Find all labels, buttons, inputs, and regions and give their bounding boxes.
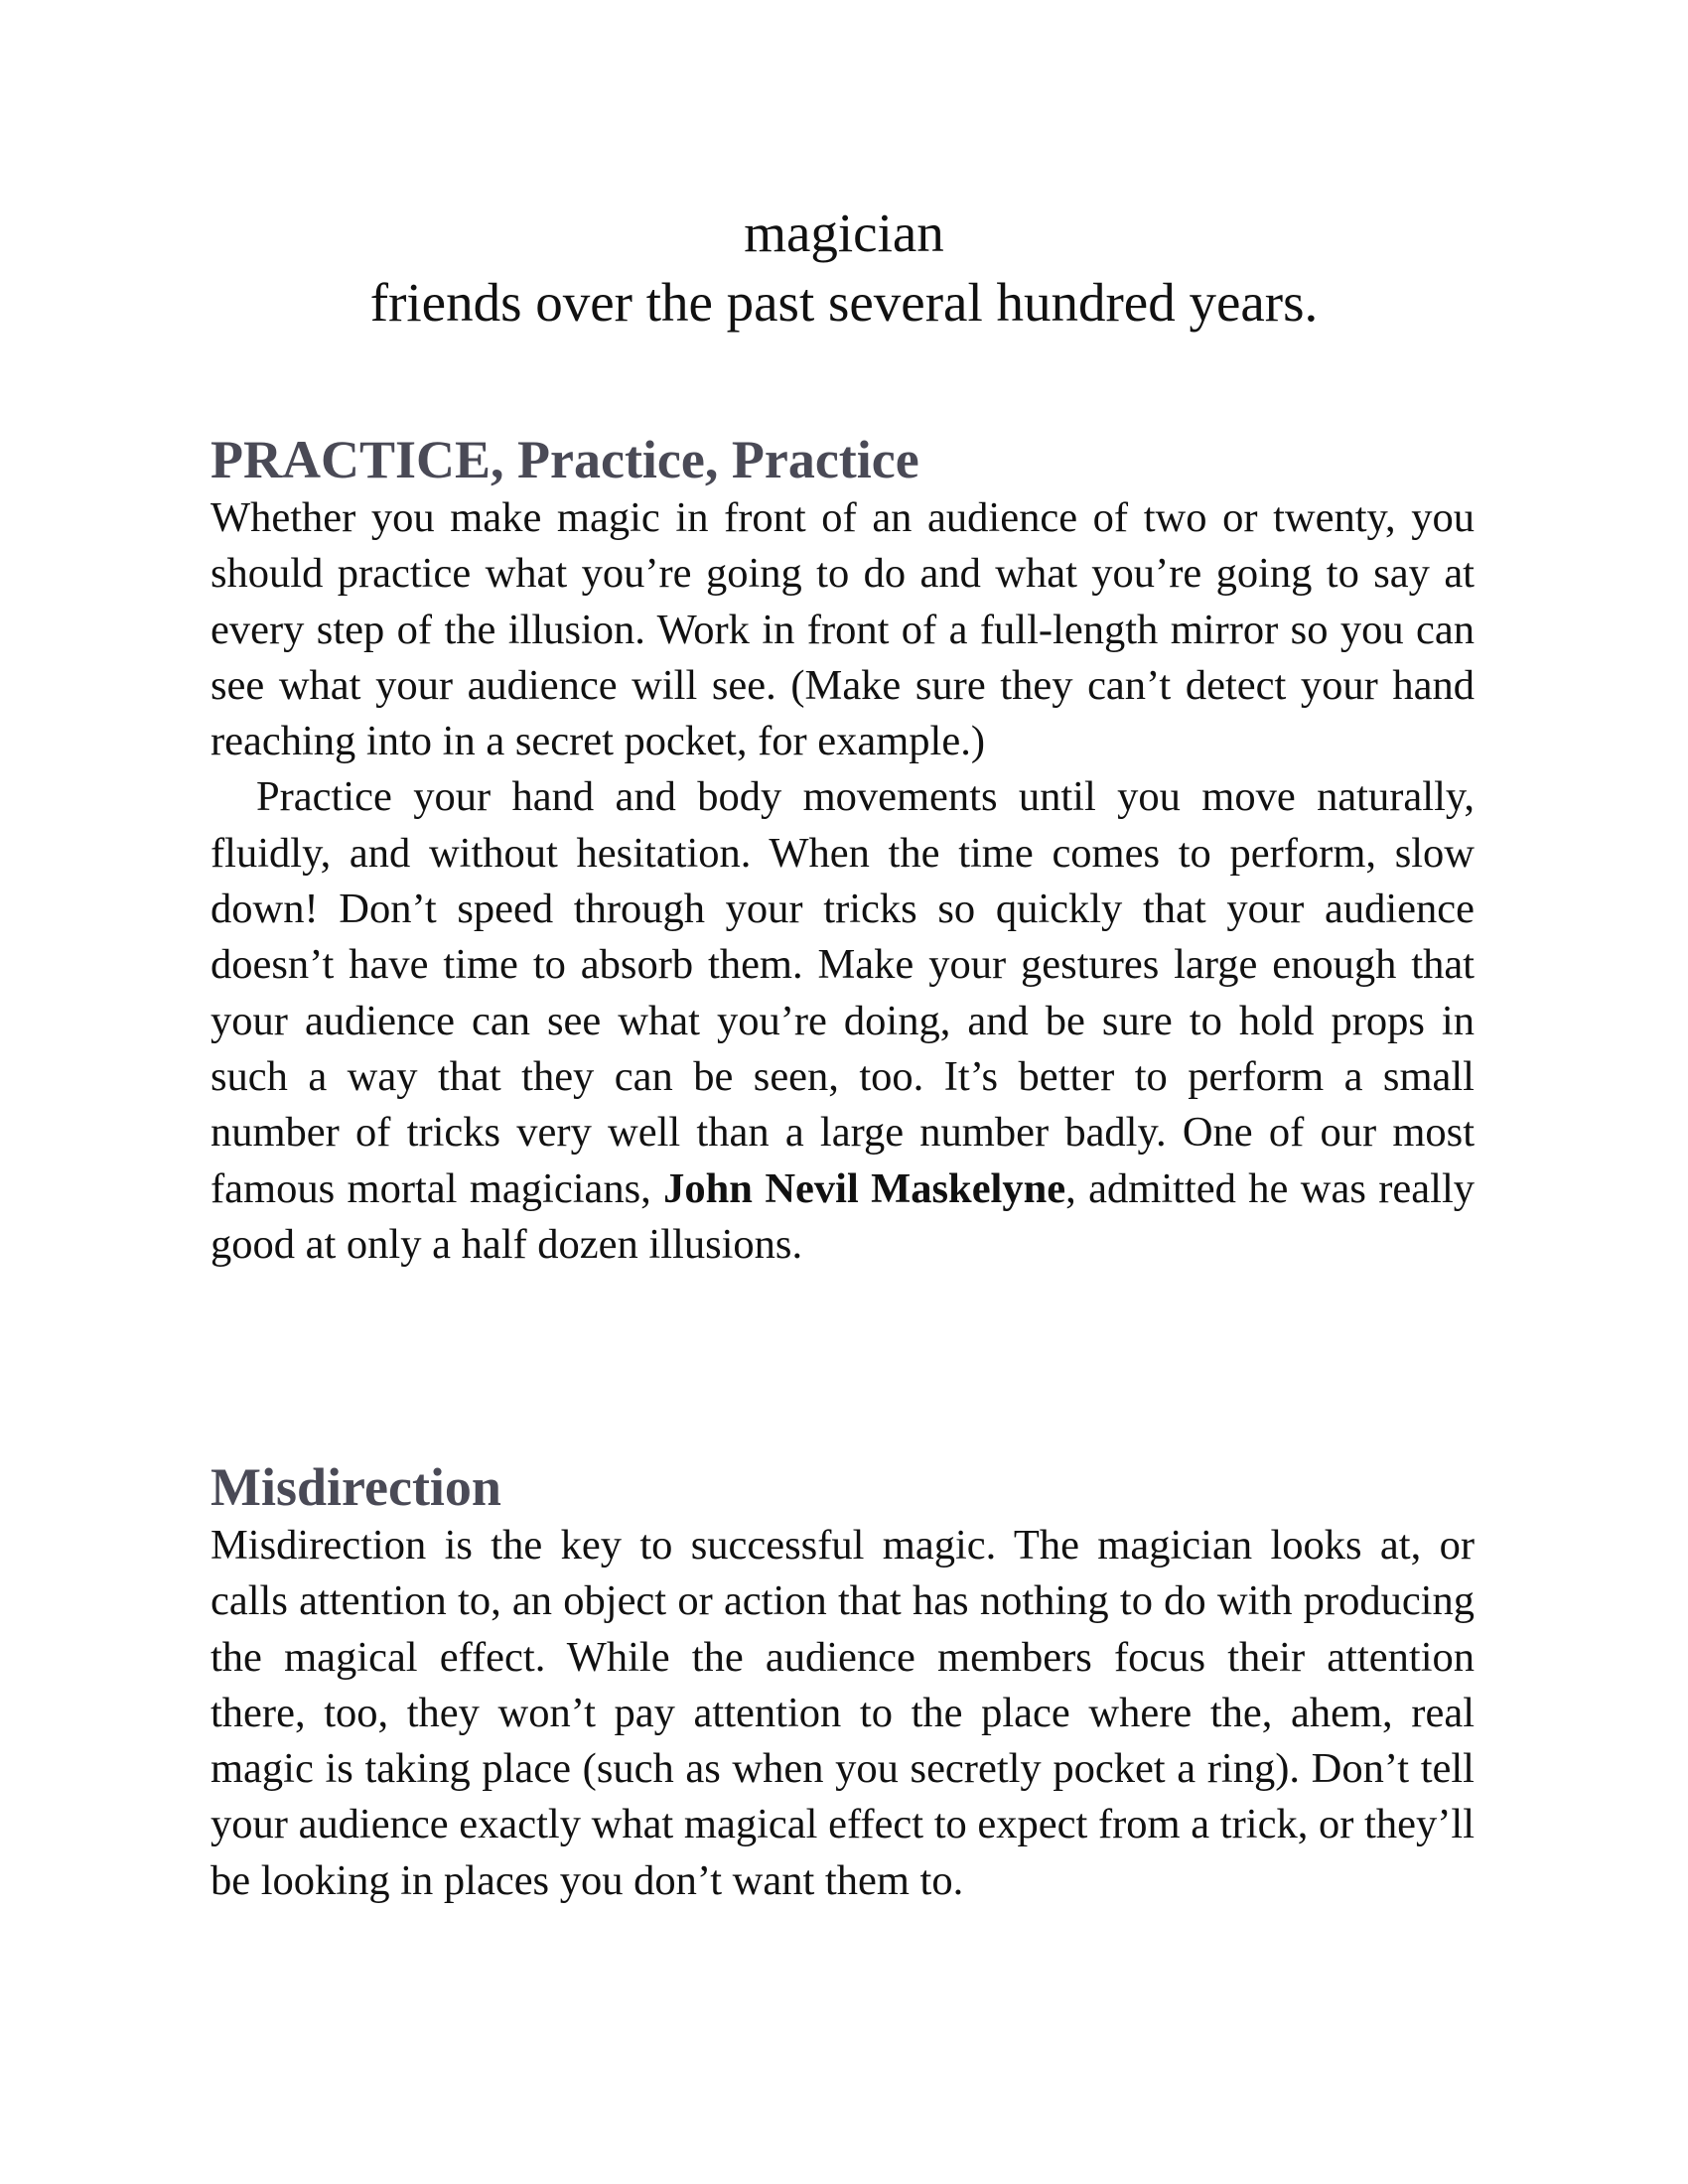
section-heading: Misdirection: [211, 1457, 501, 1517]
section-heading: PRACTICE, Practice, Practice: [211, 430, 919, 489]
paragraph: [211, 769, 1475, 1273]
section-practice: [211, 429, 1475, 1273]
paragraph-text: Practice your hand and body movements until you move naturally, fluidly, and without hesitation. When the time comes to perform, slow down! Don’t speed through your tricks so quickly that your audience doesn’t have time to absorb them. Make your gestures large enough that your audience can see what you’re doing, and be sure to hold props in such a way that they can be seen, too. It’s better to perform a small number of tricks very well than a large number badly. One of our most famous mortal magicians,: [211, 773, 1475, 1212]
paragraph: Misdirection is the key to successful magic. The magician looks at, or calls attention to, an object or action that has nothing to do with producing the magical effect. While the audience members focus their attention there, too, they won’t pay attention to the place where the, ahem, real magic is taking place (such as when you secretly pocket a ring). Don’t tell your audience exactly what magical effect to expect from a trick, or they’ll be looking in places you don’t want them to.: [211, 1522, 1475, 1904]
page-header: [0, 199, 1688, 338]
person-name: John Nevil Maskelyne: [663, 1164, 1066, 1212]
header-line-2: friends over the past several hundred years.: [369, 272, 1319, 333]
header-line-1: magician: [744, 203, 944, 263]
section-misdirection: [211, 1456, 1475, 1909]
paragraph: Whether you make magic in front of an audience of two or twenty, you should practice what you’re going to do and what you’re going to say at every step of the illusion. Work in front of a full-length mirror so you can see what your audience will see. (Make sure they can’t detect your hand reaching into in a secret pocket, for example.): [211, 494, 1475, 765]
paragraph-text: , admitted he was really good at only a half dozen illusions.: [211, 1164, 1475, 1268]
